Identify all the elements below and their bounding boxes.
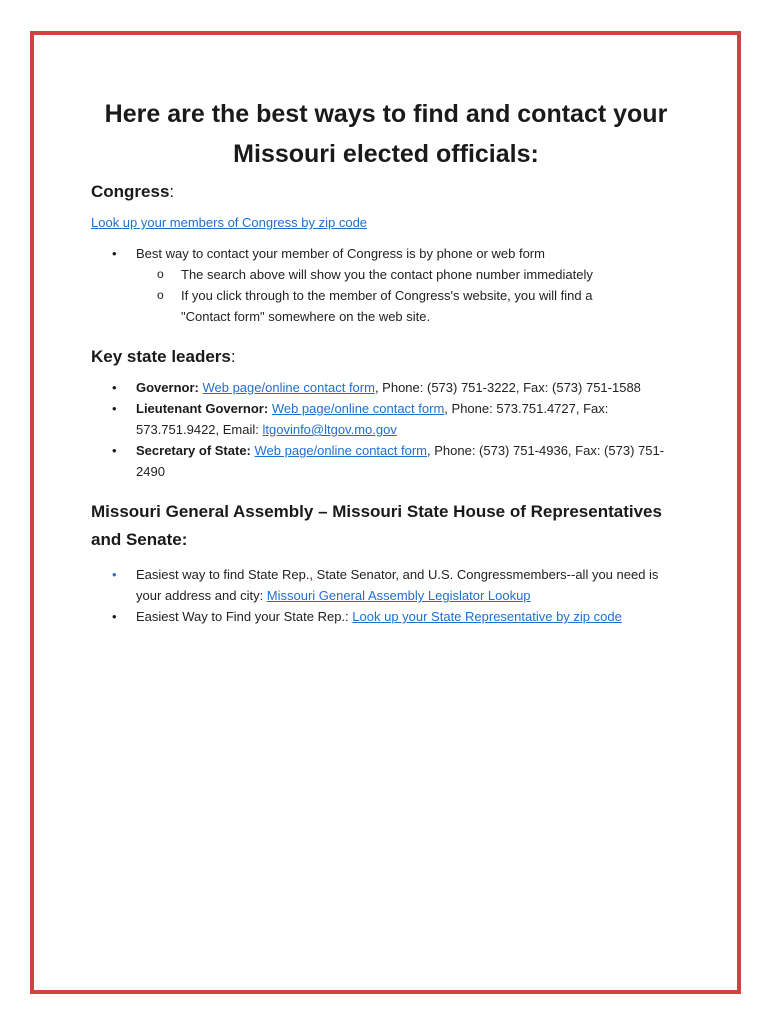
congress-sub1-text: The search above will show you the contact phone number immediately	[181, 267, 593, 282]
governor-label: Governor:	[136, 380, 199, 395]
congress-heading-text: Congress	[91, 182, 170, 201]
legislator-lookup-text: Easiest way to find State Rep., State Senator, and U.S. Congressmembers--all you need is your address and city:	[136, 567, 659, 603]
congress-lookup-line	[91, 212, 691, 233]
congress-bullet	[91, 243, 691, 264]
state-rep-lookup-link[interactable]: Look up your State Representative by zip code	[352, 609, 622, 624]
state-rep-lookup-text: Easiest Way to Find your State Rep.:	[136, 609, 353, 624]
governor-item	[91, 377, 681, 398]
congress-sub2-text: If you click through to the member of Congress's website, you will find a "Contact form" somewhere on the web site.	[181, 288, 593, 324]
congress-sub-item	[91, 264, 691, 285]
legislator-lookup-item	[91, 564, 681, 606]
lt-governor-contact-info: , Phone: 573.751.4727, Fax: 573.751.9422, Email:	[136, 401, 609, 437]
congress-heading-colon: :	[169, 182, 175, 201]
lt-governor-item	[91, 398, 681, 440]
congress-sub-item	[91, 285, 641, 327]
general-assembly-heading: Missouri General Assembly – Missouri State House of Representatives and Senate:	[91, 502, 662, 549]
general-assembly-list	[91, 564, 681, 627]
secretary-of-state-contact-link[interactable]: Web page/online contact form	[254, 443, 427, 458]
general-assembly-section	[91, 498, 691, 627]
state-leaders-list	[91, 377, 681, 482]
governor-contact-link[interactable]: Web page/online contact form	[202, 380, 375, 395]
state-rep-lookup-item	[91, 606, 681, 627]
secretary-of-state-item	[91, 440, 681, 482]
lt-governor-email-link[interactable]: ltgovinfo@ltgov.mo.gov	[262, 422, 397, 437]
governor-contact-info: , Phone: (573) 751-3222, Fax: (573) 751-1588	[374, 380, 641, 395]
legislator-lookup-link[interactable]: Missouri General Assembly Legislator Lookup	[266, 588, 531, 603]
lt-governor-label: Lieutenant Governor:	[136, 401, 269, 416]
congress-heading	[91, 182, 691, 202]
document-body	[91, 94, 691, 627]
lt-governor-contact-link[interactable]: Web page/online contact form	[271, 401, 445, 416]
secretary-of-state-contact-info: , Phone: (573) 751-4936, Fax: (573) 751-2490	[136, 443, 665, 479]
state-leaders-heading-colon: :	[230, 347, 236, 366]
congress-bullet-text: Best way to contact your member of Congress is by phone or web form	[136, 246, 545, 261]
state-leaders-section	[91, 347, 691, 482]
page-title: Here are the best ways to find and contact your Missouri elected officials:	[104, 100, 668, 168]
state-leaders-heading-text: Key state leaders	[91, 347, 231, 366]
congress-zip-lookup-link[interactable]: Look up your members of Congress by zip code	[91, 215, 368, 230]
secretary-of-state-label: Secretary of State:	[136, 443, 251, 458]
congress-list	[91, 243, 691, 327]
congress-section	[91, 182, 691, 327]
state-leaders-heading	[91, 347, 691, 367]
